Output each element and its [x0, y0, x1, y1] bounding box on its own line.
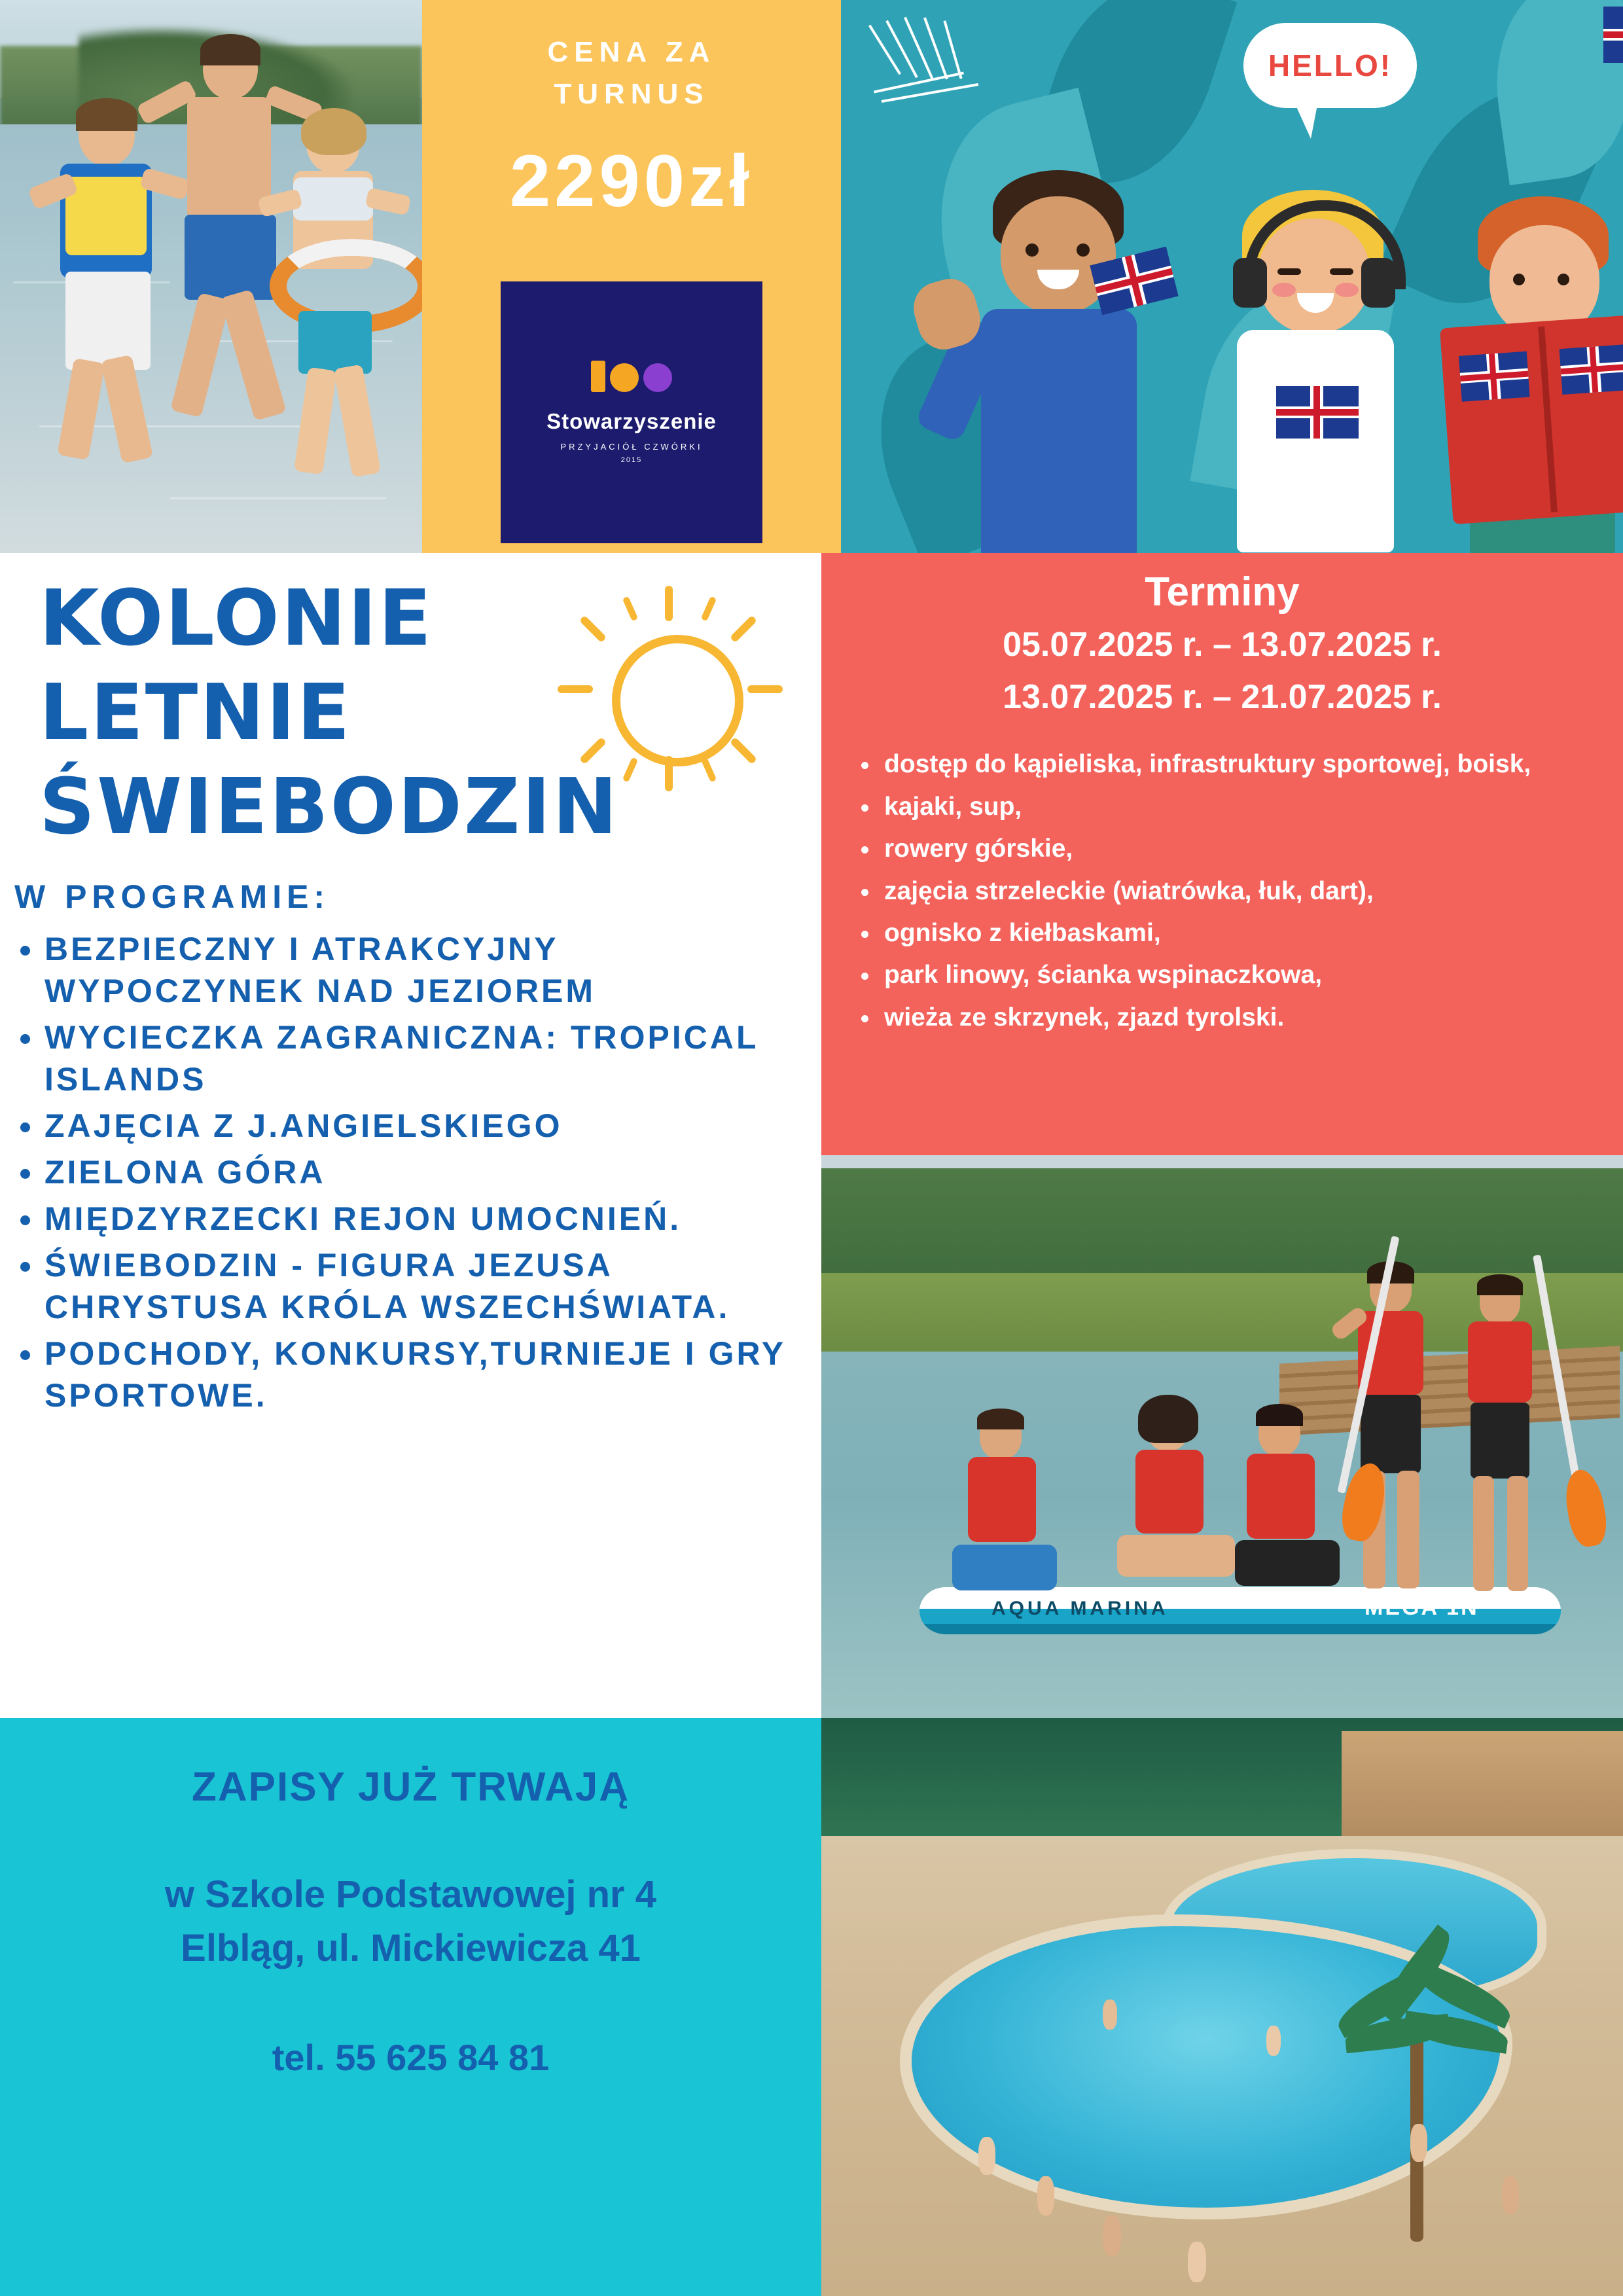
swimmer	[1266, 2026, 1281, 2056]
illustration-boy-reading	[1453, 196, 1623, 553]
bottom-row	[0, 1718, 1623, 2296]
paddler-seated-3	[1221, 1410, 1345, 1607]
swimmer	[1188, 2242, 1206, 2282]
paddler-standing-2	[1443, 1280, 1561, 1594]
program-column	[0, 553, 821, 1718]
program-list	[0, 927, 821, 1416]
illustration-boy-waving	[946, 170, 1181, 553]
palm-tree	[1319, 1934, 1515, 2242]
swimmer	[1410, 2124, 1427, 2162]
price-panel	[422, 0, 841, 553]
board-model-text: MEGA 1N	[1364, 1595, 1479, 1620]
terms-panel	[821, 553, 1623, 1155]
title-line-2: LETNIE	[39, 666, 352, 757]
signup-panel	[0, 1718, 821, 2296]
signup-address-line1: w Szkole Podstawowej nr 4	[165, 1873, 656, 1916]
organization-logo	[501, 281, 762, 543]
child-swimmer-right	[255, 115, 419, 507]
list-item: • park linowy, ścianka wspinaczkowa,	[880, 957, 1623, 993]
signup-address-line2: Elbląg, ul. Mickiewicza 41	[181, 1927, 641, 1970]
price-label	[422, 0, 841, 115]
title-line-1: KOLONIE	[39, 573, 434, 663]
paddler-seated-2	[1109, 1404, 1234, 1600]
list-item: • kajaki, sup,	[880, 789, 1623, 825]
sun-icon	[543, 579, 798, 795]
logo-subtitle: PRZYJACIÓŁ CZWÓRKI	[560, 442, 703, 452]
logo-mark-icon	[591, 361, 672, 392]
list-item: • MIĘDZYRZECKI REJON UMOCNIEŃ.	[45, 1197, 821, 1240]
list-item: • PODCHODY, KONKURSY,TURNIEJE I GRY SPORTOWE.	[45, 1332, 821, 1416]
terms-title: Terminy	[1145, 569, 1300, 615]
program-heading: W PROGRAMIE:	[14, 878, 330, 915]
swimmer	[1103, 2000, 1117, 2030]
speech-bubble-tail	[1293, 98, 1319, 139]
sunburst-icon	[877, 13, 988, 98]
uk-flag-icon	[1603, 7, 1623, 63]
terms-column	[821, 553, 1623, 1718]
list-item: • rowery górskie,	[880, 831, 1623, 867]
terms-activity-list	[821, 746, 1623, 1035]
list-item: • wieża ze skrzynek, zjazd tyrolski.	[880, 999, 1623, 1035]
list-item: • ŚWIEBODZIN - FIGURA JEZUSA CHRYSTUSA KRÓLA WSZECHŚWIATA.	[45, 1244, 821, 1328]
terms-date-2: 13.07.2025 r. – 21.07.2025 r.	[1003, 678, 1442, 717]
logo-name: Stowarzyszenie	[546, 409, 717, 433]
photo-aquapark	[821, 1718, 1623, 2296]
title-line-3: ŚWIEBODZIN	[39, 761, 620, 852]
paddler-standing-1	[1332, 1266, 1450, 1594]
middle-row	[0, 553, 1623, 1718]
price-label-line1: CENA ZA	[547, 36, 716, 68]
list-item: • ZIELONA GÓRA	[45, 1151, 821, 1193]
list-item: • WYCIECZKA ZAGRANICZNA: TROPICAL ISLANDS	[45, 1016, 821, 1100]
uk-flag-icon	[1276, 386, 1359, 439]
swimmer	[1103, 2215, 1121, 2256]
logo-year: 2015	[620, 456, 643, 464]
paddler-seated-1	[939, 1414, 1063, 1604]
illustration-girl-headphones	[1204, 190, 1440, 553]
list-item: • BEZPIECZNY I ATRAKCYJNY WYPOCZYNEK NAD JEZIOREM	[45, 927, 821, 1012]
top-row	[0, 0, 1623, 553]
signup-address	[0, 1868, 821, 1976]
speech-bubble	[1243, 23, 1417, 108]
price-label-line2: TURNUS	[554, 77, 709, 110]
list-item: • zajęcia strzeleckie (wiatrówka, łuk, dart),	[880, 873, 1623, 909]
list-item: • dostęp do kąpieliska, infrastruktury sportowej, boisk,	[880, 746, 1623, 782]
board-brand-text: AQUA MARINA	[991, 1598, 1169, 1619]
photo-kids-in-lake	[0, 0, 422, 553]
illustration-english-kids	[841, 0, 1623, 553]
swimmer	[1502, 2176, 1519, 2214]
swimmer	[978, 2137, 995, 2175]
price-value: 2290zł	[509, 139, 754, 222]
list-item: • ZAJĘCIA Z J.ANGIELSKIEGO	[45, 1104, 821, 1147]
signup-title: ZAPISY JUŻ TRWAJĄ	[191, 1765, 630, 1810]
swimmer	[1037, 2176, 1054, 2215]
book-icon	[1440, 314, 1623, 524]
speech-bubble-text: HELLO!	[1268, 48, 1393, 82]
terms-date-1: 05.07.2025 r. – 13.07.2025 r.	[1003, 626, 1442, 664]
list-item: • ognisko z kiełbaskami,	[880, 915, 1623, 951]
photo-paddleboarding	[821, 1155, 1623, 1718]
signup-phone: tel. 55 625 84 81	[272, 2036, 550, 2078]
